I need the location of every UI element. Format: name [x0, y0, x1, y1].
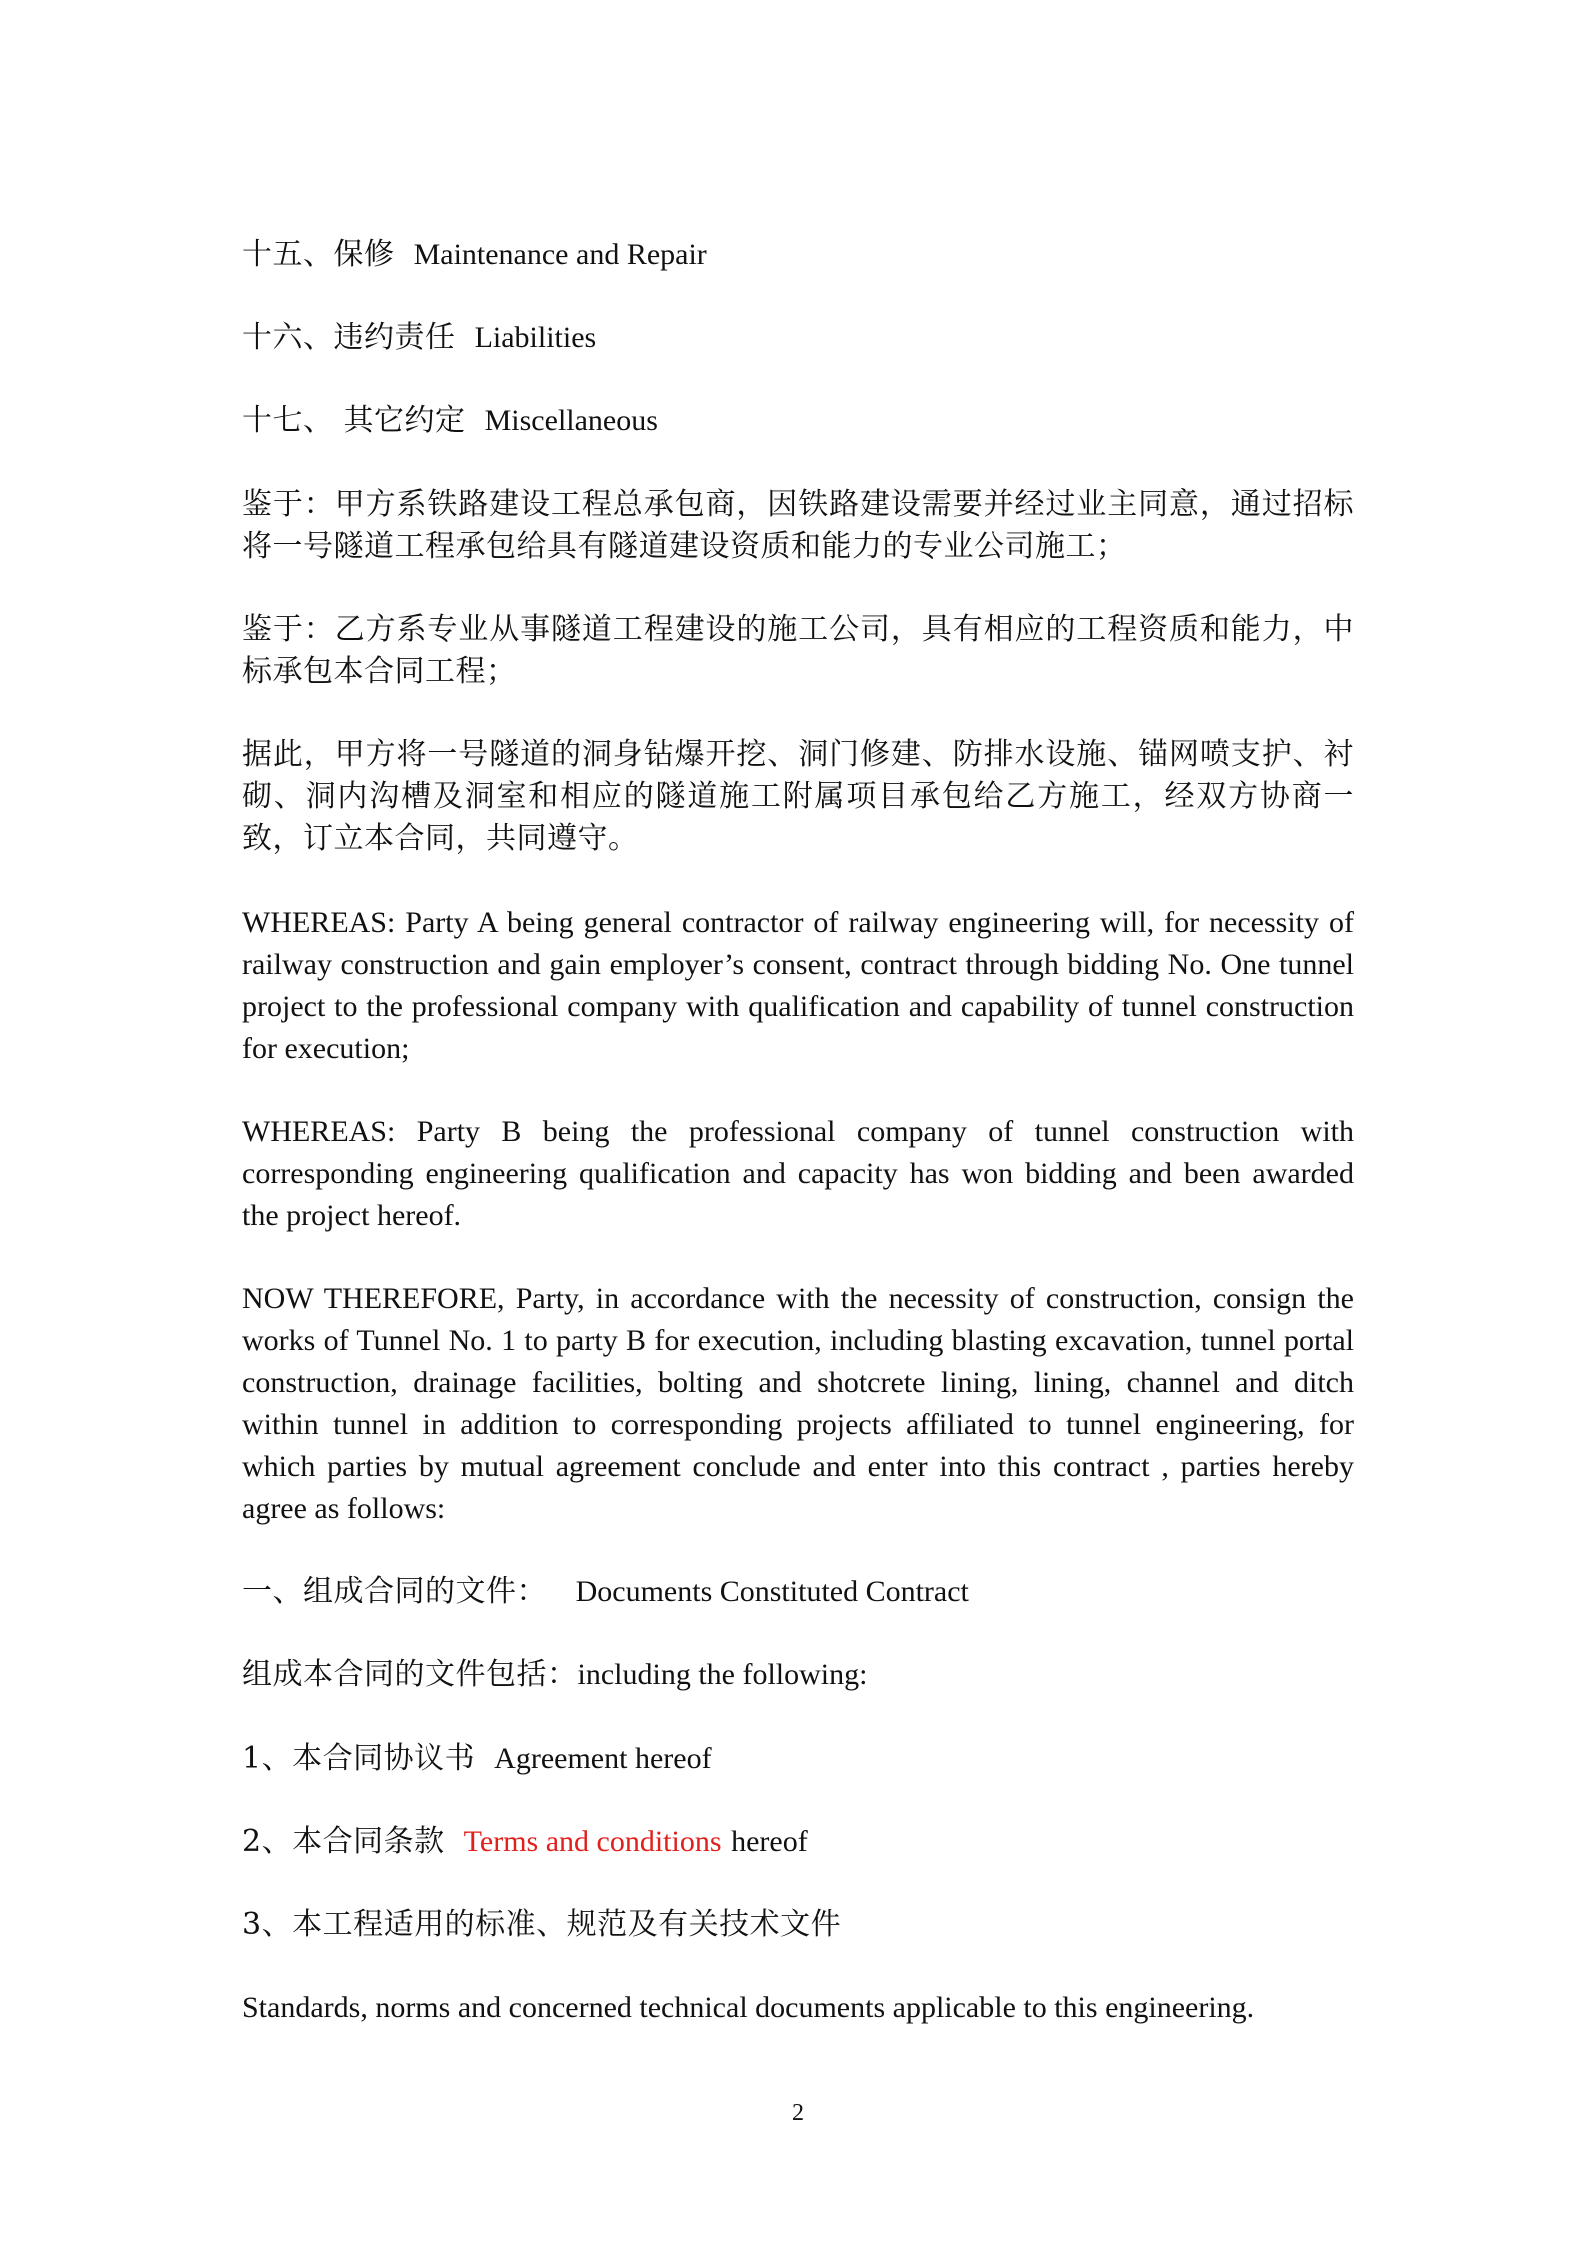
section-1-heading	[242, 1571, 969, 1613]
heading-maintenance-en: Maintenance and Repair	[413, 238, 707, 271]
document-page	[242, 0, 1354, 2245]
whereas-zh-party-b: 鉴于：乙方系专业从事隧道工程建设的施工公司，具有相应的工程资质和能力，中标承包本合同工程；	[242, 612, 1354, 689]
now-therefore-zh: 据此，甲方将一号隧道的洞身钻爆开挖、洞门修建、防排水设施、锚网喷支护、衬砌、洞内沟槽及洞室和相应的隧道施工附属项目承包给乙方施工，经双方协商一致，订立本合同，共同遵守。	[242, 737, 1354, 856]
heading-liabilities-en: Liabilities	[474, 321, 597, 354]
heading-miscellaneous-en: Miscellaneous	[484, 404, 658, 437]
section-1-heading-zh: 一、组成合同的文件：	[242, 1574, 547, 1609]
list-item-terms	[242, 1821, 808, 1863]
whereas-en-party-a: WHEREAS: Party A being general contractor of railway engineering will, for necessity of railway construction and gain employer’s consent, contract through bidding No. One tunnel project to the professional company with qualification and capability of tunnel construction for execution;	[242, 906, 1354, 1065]
now-therefore-en: NOW THEREFORE, Party, in accordance with the necessity of construction, consign the works of Tunnel No. 1 to party B for execution, including blasting excavation, tunnel portal construction, drainage facilities, bolting and shotcrete lining, lining, channel and ditch within tunnel in addition to corresponding projects affiliated to tunnel engineering, for which parties by mutual agreement conclude and enter into this contract , parties hereby agree as follows:	[242, 1282, 1354, 1525]
heading-maintenance-zh: 十五、保修	[242, 237, 395, 272]
heading-liabilities	[242, 317, 596, 359]
heading-liabilities-zh: 十六、违约责任	[242, 320, 456, 355]
list-item-standards-zh: 3、本工程适用的标准、规范及有关技术文件	[242, 1907, 842, 1942]
list-item-standards	[242, 1904, 841, 1946]
section-1-intro-zh: 组成本合同的文件包括：	[242, 1657, 578, 1692]
list-item-terms-zh: 2、本合同条款	[242, 1824, 445, 1859]
list-item-terms-en-highlight: Terms and conditions	[463, 1825, 722, 1858]
heading-miscellaneous-zh: 十七、 其它约定	[242, 403, 466, 438]
list-item-agreement	[242, 1738, 712, 1780]
whereas-zh-party-a: 鉴于：甲方系铁路建设工程总承包商，因铁路建设需要并经过业主同意，通过招标将一号隧道工程承包给具有隧道建设资质和能力的专业公司施工；	[242, 487, 1354, 564]
heading-miscellaneous	[242, 400, 658, 442]
page-number: 2	[792, 2100, 804, 2126]
list-item-agreement-zh: 1、本合同协议书	[242, 1741, 476, 1776]
section-1-heading-en: Documents Constituted Contract	[575, 1575, 969, 1608]
section-1-intro-en: including the following:	[577, 1658, 868, 1691]
list-item-terms-en-rest: hereof	[731, 1825, 808, 1858]
section-1-intro	[242, 1654, 867, 1696]
list-item-standards-en: Standards, norms and concerned technical documents applicable to this engineering.	[242, 1991, 1255, 2024]
heading-maintenance	[242, 234, 707, 276]
whereas-en-party-b: WHEREAS: Party B being the professional company of tunnel construction with corresponding engineering qualification and capacity has won bidding and been awarded the project hereof.	[242, 1115, 1354, 1232]
list-item-agreement-en: Agreement hereof	[494, 1742, 712, 1775]
